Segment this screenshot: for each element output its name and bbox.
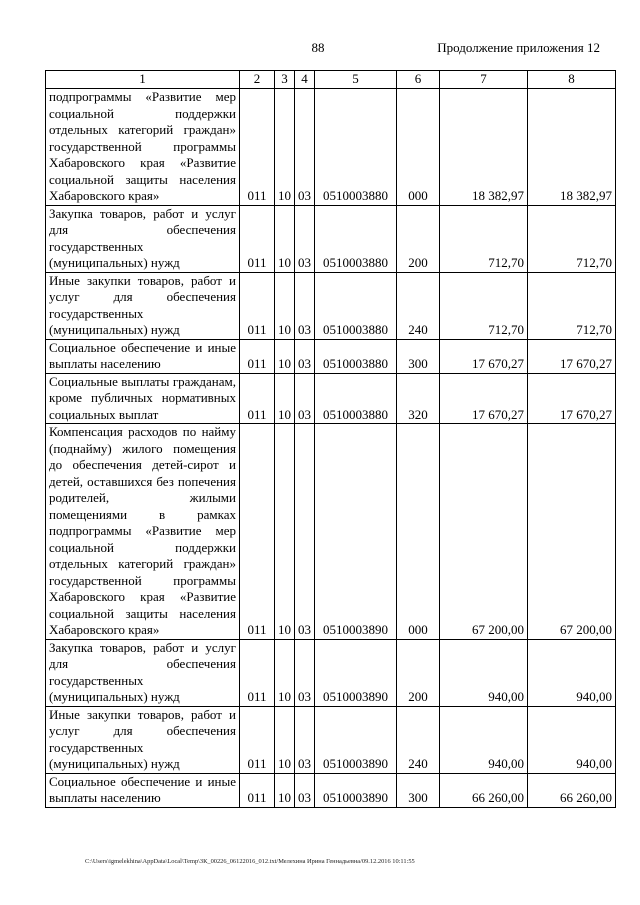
cell-section: 10 [275, 205, 295, 272]
cell-amount-total: 940,00 [528, 706, 616, 773]
cell-amount: 17 670,27 [440, 339, 528, 373]
row-description: Социальные выплаты гражданам, кроме публичных нормативных социальных выплат [46, 373, 240, 424]
document-footer-path: C:\Users\igmelekhina\AppData\Local\Temp\ЗК_00226_06122016_012.txt/Мелехина Ирина Геннадьевна/09.12.2016 10:11:55 [85, 858, 415, 865]
column-header: 8 [528, 71, 616, 89]
cell-admin-code: 011 [240, 205, 275, 272]
cell-amount-total: 67 200,00 [528, 424, 616, 640]
row-description: Закупка товаров, работ и услуг для обеспечения государственных (муниципальных) нужд [46, 639, 240, 706]
cell-amount: 940,00 [440, 639, 528, 706]
table-row [46, 639, 616, 706]
cell-target-article: 0510003890 [315, 424, 397, 640]
cell-amount-total: 940,00 [528, 639, 616, 706]
cell-admin-code: 011 [240, 639, 275, 706]
cell-section: 10 [275, 339, 295, 373]
table-row [46, 205, 616, 272]
cell-amount: 66 260,00 [440, 773, 528, 807]
continuation-title: Продолжение приложения 12 [437, 40, 600, 55]
row-description: подпрограммы «Развитие мер социальной поддержки отдельных категорий граждан» государственной программы Хабаровского края «Развитие социальной защиты населения Хабаровского края» [46, 89, 240, 206]
table-row [46, 706, 616, 773]
cell-subsection: 03 [295, 89, 315, 206]
cell-target-article: 0510003890 [315, 706, 397, 773]
cell-section: 10 [275, 424, 295, 640]
cell-expense-type: 240 [397, 706, 440, 773]
row-description: Социальное обеспечение и иные выплаты населению [46, 339, 240, 373]
cell-amount: 712,70 [440, 272, 528, 339]
cell-amount: 17 670,27 [440, 373, 528, 424]
cell-section: 10 [275, 639, 295, 706]
row-description: Социальное обеспечение и иные выплаты населению [46, 773, 240, 807]
column-header: 4 [295, 71, 315, 89]
cell-target-article: 0510003880 [315, 373, 397, 424]
cell-section: 10 [275, 272, 295, 339]
cell-subsection: 03 [295, 639, 315, 706]
cell-subsection: 03 [295, 373, 315, 424]
cell-amount-total: 17 670,27 [528, 339, 616, 373]
cell-subsection: 03 [295, 339, 315, 373]
cell-expense-type: 000 [397, 89, 440, 206]
column-header: 5 [315, 71, 397, 89]
cell-expense-type: 300 [397, 339, 440, 373]
table-header-row [46, 71, 616, 89]
cell-amount: 940,00 [440, 706, 528, 773]
cell-admin-code: 011 [240, 339, 275, 373]
cell-expense-type: 000 [397, 424, 440, 640]
cell-section: 10 [275, 373, 295, 424]
cell-target-article: 0510003890 [315, 639, 397, 706]
cell-admin-code: 011 [240, 373, 275, 424]
cell-subsection: 03 [295, 706, 315, 773]
row-description: Компенсация расходов по найму (поднайму) жилого помещения до обеспечения детей-сирот и детей, оставшихся без попечения родителей, жилыми помещениями в рамках подпрограммы «Развитие мер социальной поддержки отдельных категорий граждан» государственной программы Хабаровского края «Развитие социальной защиты населения Хабаровского края» [46, 424, 240, 640]
cell-target-article: 0510003880 [315, 205, 397, 272]
cell-expense-type: 320 [397, 373, 440, 424]
cell-amount-total: 17 670,27 [528, 373, 616, 424]
cell-section: 10 [275, 773, 295, 807]
cell-amount: 67 200,00 [440, 424, 528, 640]
cell-subsection: 03 [295, 424, 315, 640]
cell-amount: 712,70 [440, 205, 528, 272]
cell-admin-code: 011 [240, 706, 275, 773]
cell-admin-code: 011 [240, 773, 275, 807]
column-header: 3 [275, 71, 295, 89]
column-header: 7 [440, 71, 528, 89]
column-header: 2 [240, 71, 275, 89]
cell-subsection: 03 [295, 205, 315, 272]
table-row [46, 373, 616, 424]
cell-admin-code: 011 [240, 89, 275, 206]
cell-admin-code: 011 [240, 424, 275, 640]
cell-expense-type: 200 [397, 205, 440, 272]
cell-target-article: 0510003890 [315, 773, 397, 807]
row-description: Иные закупки товаров, работ и услуг для обеспечения государственных (муниципальных) нужд [46, 706, 240, 773]
cell-target-article: 0510003880 [315, 272, 397, 339]
cell-amount-total: 712,70 [528, 272, 616, 339]
cell-admin-code: 011 [240, 272, 275, 339]
cell-amount: 18 382,97 [440, 89, 528, 206]
cell-amount-total: 66 260,00 [528, 773, 616, 807]
page-number: 88 [311, 40, 325, 55]
cell-subsection: 03 [295, 773, 315, 807]
cell-amount-total: 18 382,97 [528, 89, 616, 206]
cell-section: 10 [275, 706, 295, 773]
cell-amount-total: 712,70 [528, 205, 616, 272]
cell-subsection: 03 [295, 272, 315, 339]
table-row [46, 424, 616, 640]
column-header: 1 [46, 71, 240, 89]
row-description: Закупка товаров, работ и услуг для обеспечения государственных (муниципальных) нужд [46, 205, 240, 272]
cell-target-article: 0510003880 [315, 339, 397, 373]
budget-table [45, 70, 616, 808]
table-row [46, 272, 616, 339]
row-description: Иные закупки товаров, работ и услуг для обеспечения государственных (муниципальных) нужд [46, 272, 240, 339]
cell-target-article: 0510003880 [315, 89, 397, 206]
table-row [46, 339, 616, 373]
table-row [46, 89, 616, 206]
table-row [46, 773, 616, 807]
cell-expense-type: 240 [397, 272, 440, 339]
cell-expense-type: 300 [397, 773, 440, 807]
cell-section: 10 [275, 89, 295, 206]
column-header: 6 [397, 71, 440, 89]
cell-expense-type: 200 [397, 639, 440, 706]
